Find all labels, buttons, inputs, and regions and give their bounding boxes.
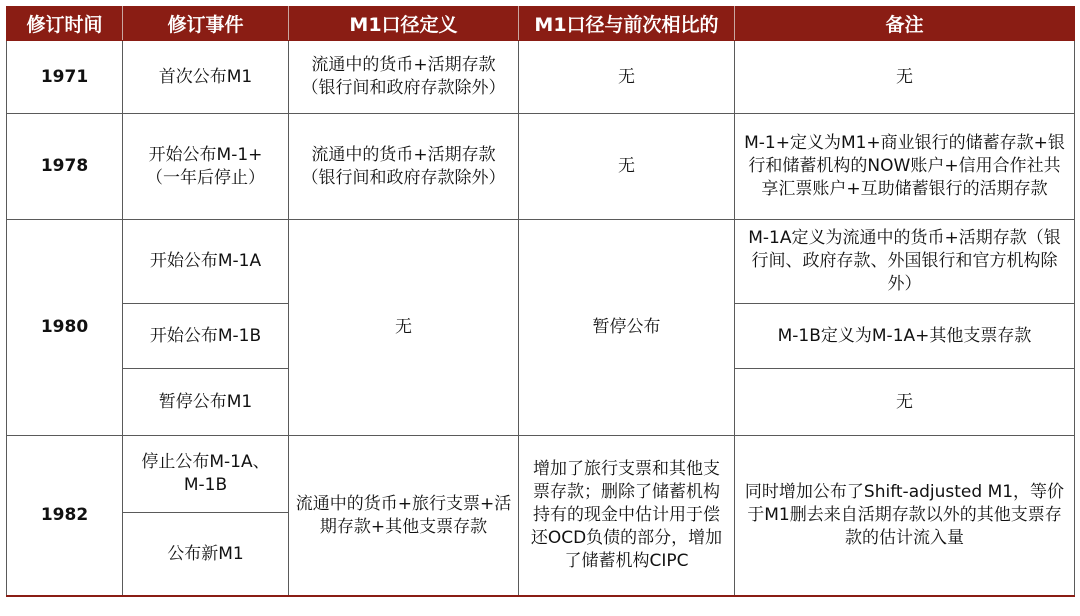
cell-note: M-1B定义为M-1A+其他支票存款	[735, 304, 1075, 369]
cell-year: 1980	[7, 220, 123, 436]
cell-event: 开始公布M-1+（一年后停止）	[123, 114, 289, 220]
cell-change: 无	[519, 41, 735, 114]
header-revision-time: 修订时间	[7, 7, 123, 41]
cell-note: 无	[735, 41, 1075, 114]
cell-definition: 流通中的货币+活期存款（银行间和政府存款除外）	[289, 114, 519, 220]
table-row-1978	[7, 114, 1075, 220]
table-row-1982-a	[7, 436, 1075, 513]
cell-change: 暂停公布	[519, 220, 735, 436]
m1-revision-table-container	[6, 6, 1074, 597]
cell-note: 同时增加公布了Shift-adjusted M1，等价于M1删去来自活期存款以外的其他支票存款的估计流入量	[735, 436, 1075, 597]
header-notes: 备注	[735, 7, 1075, 41]
cell-note: M-1+定义为M1+商业银行的储蓄存款+银行和储蓄机构的NOW账户+信用合作社共享汇票账户+互助储蓄银行的活期存款	[735, 114, 1075, 220]
cell-event: 暂停公布M1	[123, 369, 289, 436]
cell-event: 开始公布M-1B	[123, 304, 289, 369]
header-revision-event: 修订事件	[123, 7, 289, 41]
m1-revision-table	[6, 6, 1075, 597]
cell-year: 1982	[7, 436, 123, 597]
cell-definition: 流通中的货币+旅行支票+活期存款+其他支票存款	[289, 436, 519, 597]
header-m1-change: M1口径与前次相比的	[519, 7, 735, 41]
header-m1-definition: M1口径定义	[289, 7, 519, 41]
cell-year: 1971	[7, 41, 123, 114]
cell-change: 增加了旅行支票和其他支票存款；删除了储蓄机构持有的现金中估计用于偿还OCD负债的部分，增加了储蓄机构CIPC	[519, 436, 735, 597]
table-row-1980-a	[7, 220, 1075, 304]
table-row-1971	[7, 41, 1075, 114]
cell-note: M-1A定义为流通中的货币+活期存款（银行间、政府存款、外国银行和官方机构除外）	[735, 220, 1075, 304]
cell-change: 无	[519, 114, 735, 220]
cell-event: 公布新M1	[123, 513, 289, 597]
cell-event: 首次公布M1	[123, 41, 289, 114]
cell-year: 1978	[7, 114, 123, 220]
cell-event: 停止公布M-1A、M-1B	[123, 436, 289, 513]
cell-note: 无	[735, 369, 1075, 436]
cell-event: 开始公布M-1A	[123, 220, 289, 304]
cell-definition: 流通中的货币+活期存款（银行间和政府存款除外）	[289, 41, 519, 114]
cell-definition: 无	[289, 220, 519, 436]
header-row	[7, 7, 1075, 41]
